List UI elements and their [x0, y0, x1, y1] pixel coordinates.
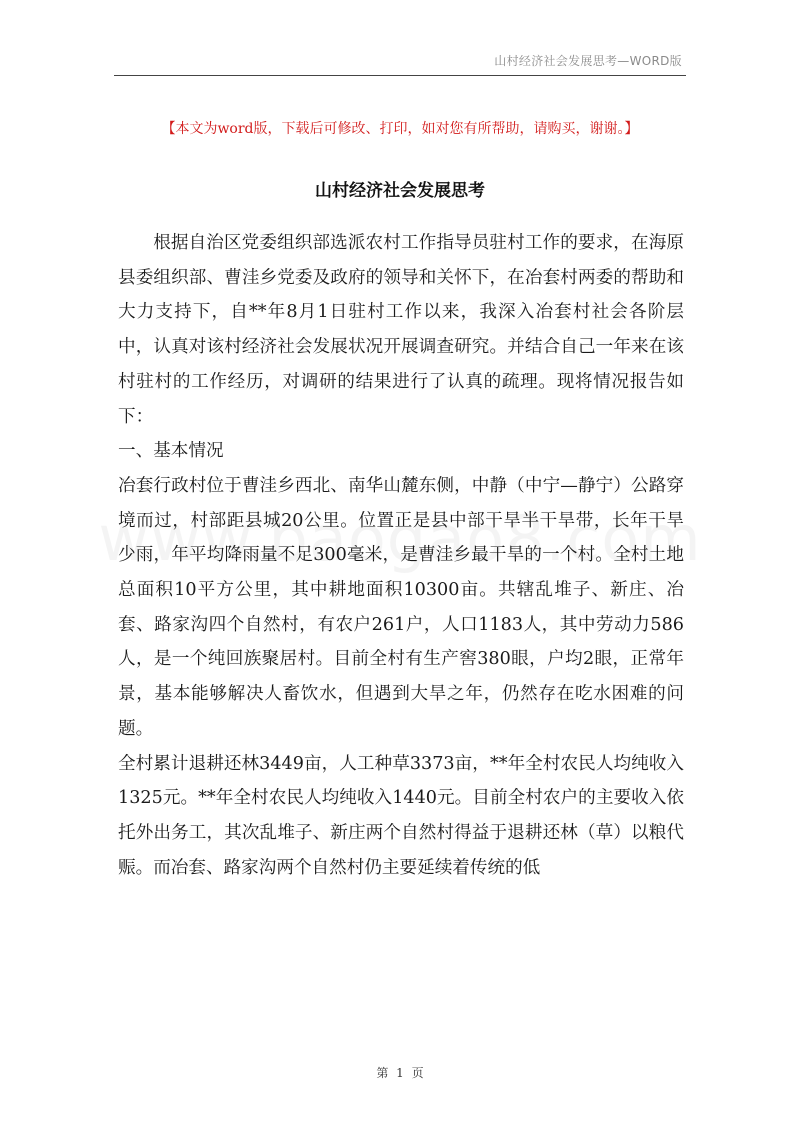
page-number-footer — [0, 1064, 800, 1081]
paragraph-village-overview: 冶套行政村位于曹洼乡西北、南华山麓东侧，中静（中宁—静宁）公路穿境而过，村部距县城20公里。位置正是县中部干旱半干旱带，长年干旱少雨，年平均降雨量不足300毫米，是曹洼乡最干旱的一个村。全村土地总面积10平方公里，其中耕地面积10300亩。共辖乱堆子、新庄、冶套、路家沟四个自然村，有农户261户，人口1183人，其中劳动力586人，是一个纯回族聚居村。目前全村有生产窖380眼，户均2眼，正常年景，基本能够解决人畜饮水，但遇到大旱之年，仍然存在吃水困难的问题。 — [118, 475, 684, 739]
page-suffix: 页 — [411, 1066, 424, 1080]
running-header: 山村经济社会发展思考—WORD版 — [494, 54, 682, 68]
section-heading-basic-situation: 一、基本情况 — [118, 441, 224, 462]
header-divider — [114, 75, 686, 76]
page-number: 1 — [396, 1066, 404, 1080]
paragraph-income: 全村累计退耕还林3449亩，人工种草3373亩，**年全村农民人均纯收入1325元。**年全村农民人均纯收入1440元。目前全村农户的主要收入依托外出务工，其次乱堆子、新庄两个自然村得益于退耕还林（草）以粮代赈。而冶套、路家沟两个自然村仍主要延续着传统的低 — [118, 753, 684, 878]
download-notice: 【本文为word版，下载后可修改、打印，如对您有所帮助，请购买，谢谢。】 — [161, 121, 639, 137]
document-body — [118, 226, 684, 885]
document-title: 山村经济社会发展思考 — [315, 181, 485, 201]
page-prefix: 第 — [376, 1066, 389, 1080]
paragraph-intro: 根据自治区党委组织部选派农村工作指导员驻村工作的要求，在海原县委组织部、曹洼乡党委及政府的领导和关怀下，在冶套村两委的帮助和大力支持下，自**年8月1日驻村工作以来，我深入冶套村社会各阶层中，认真对该村经济社会发展状况开展调查研究。并结合自己一年来在该村驻村的工作经历，对调研的结果进行了认真的疏理。现将情况报告如下： — [118, 233, 684, 427]
